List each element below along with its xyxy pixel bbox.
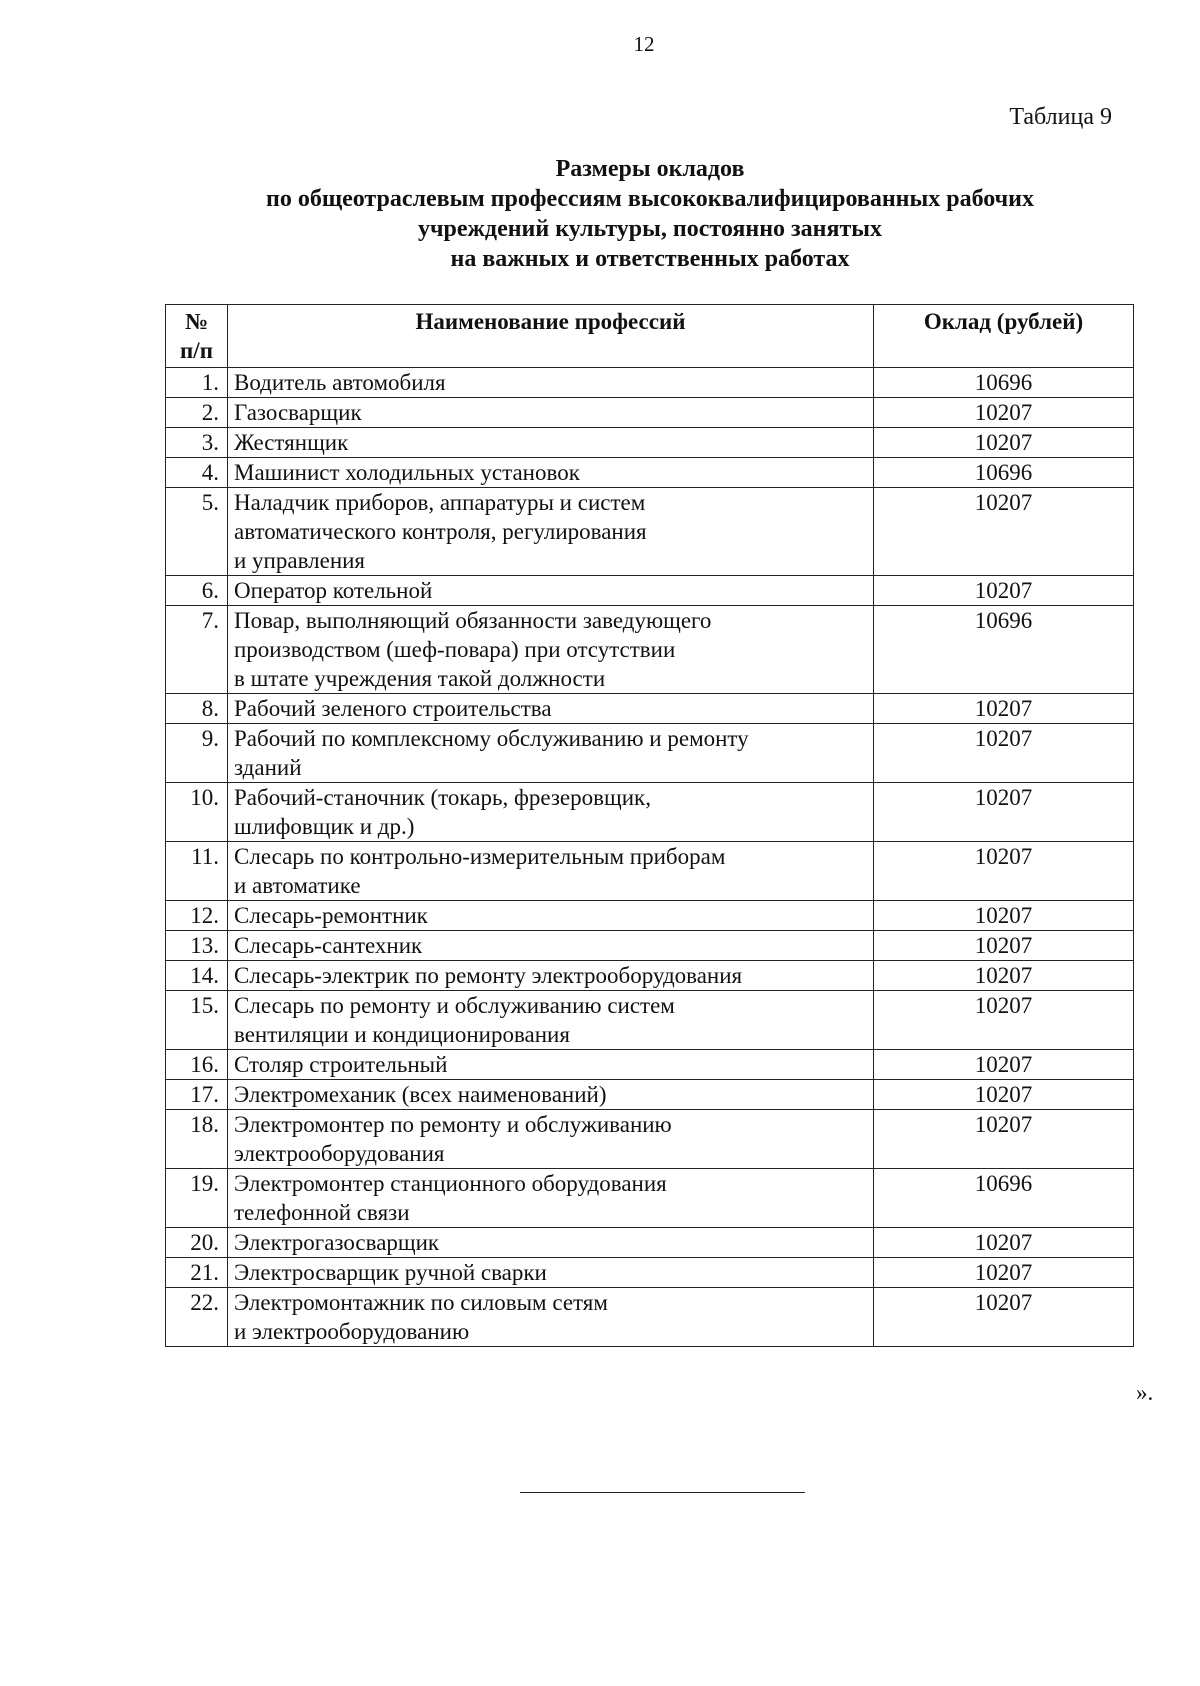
row-profession: Повар, выполняющий обязанности заведующего производством (шеф-повара) при отсутствии в штате учреждения такой должности — [228, 606, 874, 694]
row-profession: Рабочий по комплексному обслуживанию и ремонту зданий — [228, 724, 874, 783]
row-number: 22. — [166, 1288, 228, 1347]
header-number — [166, 305, 228, 368]
row-profession: Наладчик приборов, аппаратуры и систем автоматического контроля, регулирования и управления — [228, 488, 874, 576]
closing-quote: ». — [1136, 1380, 1154, 1405]
row-salary: 10207 — [874, 931, 1134, 961]
row-number: 20. — [166, 1228, 228, 1258]
table-row — [166, 842, 1134, 901]
table-row — [166, 724, 1134, 783]
row-number: 21. — [166, 1258, 228, 1288]
row-number: 10. — [166, 783, 228, 842]
row-salary: 10696 — [874, 606, 1134, 694]
table-row — [166, 576, 1134, 606]
table-row — [166, 1288, 1134, 1347]
title-line-4: на важных и ответственных работах — [450, 246, 850, 272]
row-number: 5. — [166, 488, 228, 576]
row-number: 12. — [166, 901, 228, 931]
row-number: 19. — [166, 1169, 228, 1228]
row-number: 14. — [166, 961, 228, 991]
row-salary: 10207 — [874, 694, 1134, 724]
row-profession: Электромеханик (всех наименований) — [228, 1080, 874, 1110]
row-profession: Водитель автомобиля — [228, 368, 874, 398]
table-row — [166, 458, 1134, 488]
row-profession: Электрогазосварщик — [228, 1228, 874, 1258]
row-number: 15. — [166, 991, 228, 1050]
row-salary: 10696 — [874, 368, 1134, 398]
row-salary: 10207 — [874, 1228, 1134, 1258]
row-salary: 10207 — [874, 1050, 1134, 1080]
row-profession: Рабочий-станочник (токарь, фрезеровщик, шлифовщик и др.) — [228, 783, 874, 842]
row-number: 18. — [166, 1110, 228, 1169]
header-salary: Оклад (рублей) — [874, 305, 1134, 368]
row-profession: Газосварщик — [228, 398, 874, 428]
title-line-3: учреждений культуры, постоянно занятых — [417, 216, 883, 242]
row-number: 9. — [166, 724, 228, 783]
row-profession: Рабочий зеленого строительства — [228, 694, 874, 724]
table-row — [166, 488, 1134, 576]
row-profession: Жестянщик — [228, 428, 874, 458]
row-profession: Слесарь-сантехник — [228, 931, 874, 961]
row-number: 1. — [166, 368, 228, 398]
row-profession: Слесарь по ремонту и обслуживанию систем вентиляции и кондиционирования — [228, 991, 874, 1050]
row-number: 17. — [166, 1080, 228, 1110]
row-salary: 10207 — [874, 901, 1134, 931]
footer-rule — [520, 1492, 805, 1493]
title-line-2: по общеотраслевым профессиям высококвалифицированных рабочих — [266, 186, 1034, 212]
row-salary: 10696 — [874, 458, 1134, 488]
table-row — [166, 1169, 1134, 1228]
row-salary: 10207 — [874, 398, 1134, 428]
table-row — [166, 428, 1134, 458]
row-profession: Столяр строительный — [228, 1050, 874, 1080]
row-profession: Электромонтажник по силовым сетям и электрооборудованию — [228, 1288, 874, 1347]
row-salary: 10207 — [874, 724, 1134, 783]
row-salary: 10207 — [874, 1110, 1134, 1169]
table-row — [166, 931, 1134, 961]
row-number: 13. — [166, 931, 228, 961]
table-row — [166, 1050, 1134, 1080]
row-number: 2. — [166, 398, 228, 428]
row-profession: Машинист холодильных установок — [228, 458, 874, 488]
row-profession: Электромонтер станционного оборудования телефонной связи — [228, 1169, 874, 1228]
table-row — [166, 368, 1134, 398]
header-number-sign: № — [184, 309, 209, 334]
header-profession: Наименование профессий — [228, 305, 874, 368]
table-row — [166, 1080, 1134, 1110]
row-profession: Слесарь-ремонтник — [228, 901, 874, 931]
row-salary: 10207 — [874, 842, 1134, 901]
row-profession: Слесарь по контрольно-измерительным приборам и автоматике — [228, 842, 874, 901]
table-row — [166, 1228, 1134, 1258]
row-salary: 10207 — [874, 488, 1134, 576]
row-profession: Слесарь-электрик по ремонту электрооборудования — [228, 961, 874, 991]
table-row — [166, 991, 1134, 1050]
table-row — [166, 1258, 1134, 1288]
row-salary: 10207 — [874, 428, 1134, 458]
row-salary: 10207 — [874, 576, 1134, 606]
table-header-row — [166, 305, 1134, 368]
title-line-1: Размеры окладов — [555, 156, 745, 182]
row-number: 7. — [166, 606, 228, 694]
table-body — [166, 368, 1134, 1347]
table-row — [166, 1110, 1134, 1169]
row-number: 16. — [166, 1050, 228, 1080]
table-caption: Таблица 9 — [1009, 104, 1112, 130]
salary-table — [165, 304, 1134, 1347]
row-salary: 10207 — [874, 1080, 1134, 1110]
header-number-pp: п/п — [180, 338, 213, 363]
table-row — [166, 901, 1134, 931]
table-row — [166, 961, 1134, 991]
table-row — [166, 606, 1134, 694]
row-salary: 10207 — [874, 991, 1134, 1050]
row-number: 3. — [166, 428, 228, 458]
row-salary: 10207 — [874, 1258, 1134, 1288]
row-number: 8. — [166, 694, 228, 724]
table-row — [166, 694, 1134, 724]
row-profession: Электромонтер по ремонту и обслуживанию электрооборудования — [228, 1110, 874, 1169]
row-profession: Электросварщик ручной сварки — [228, 1258, 874, 1288]
row-salary: 10696 — [874, 1169, 1134, 1228]
row-salary: 10207 — [874, 961, 1134, 991]
row-profession: Оператор котельной — [228, 576, 874, 606]
page-number: 12 — [633, 32, 655, 56]
row-number: 6. — [166, 576, 228, 606]
table-row — [166, 398, 1134, 428]
row-salary: 10207 — [874, 783, 1134, 842]
row-salary: 10207 — [874, 1288, 1134, 1347]
table-row — [166, 783, 1134, 842]
row-number: 4. — [166, 458, 228, 488]
table-title — [150, 154, 1150, 274]
row-number: 11. — [166, 842, 228, 901]
